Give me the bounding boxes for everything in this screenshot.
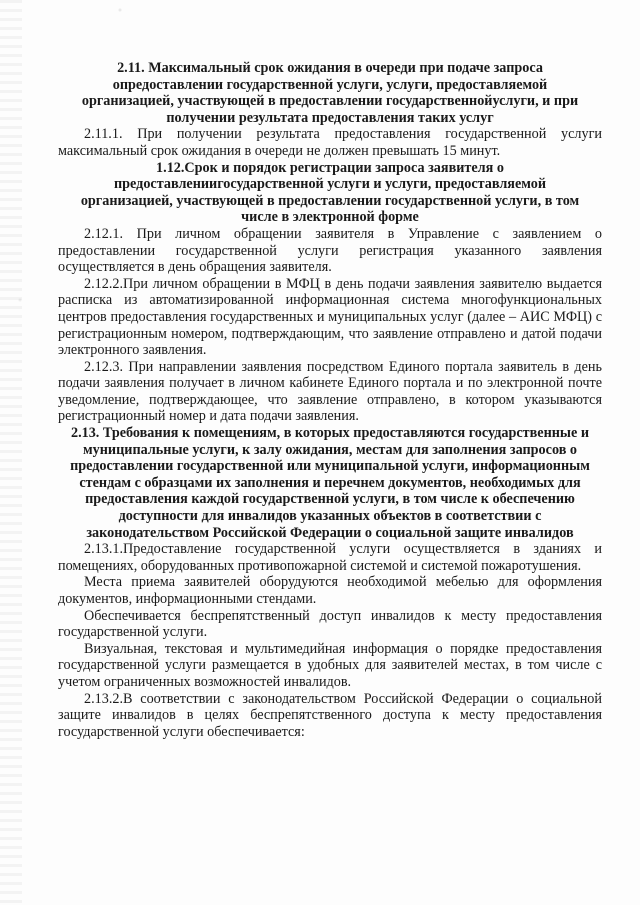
section-heading-2-12: 1.12.Срок и порядок регистрации запроса заявителя о предоставлениигосударственной услуги и услуги, предоставляемой организацией, участвующей в предоставлении государственной услуги, в том числе в электронной форме (80, 159, 580, 226)
paragraph-2-12-1: 2.12.1. При личном обращении заявителя в Управление с заявлением о предоставлении государственной услуги регистрация указанного заявления осуществляется в день обращения заявителя. (58, 225, 602, 276)
section-heading-2-13: 2.13. Требования к помещениям, в которых предоставляются государственные и муниципальные услуги, к залу ожидания, местам для заполнения запросов о предоставлении государственной или муниципальной услуги, информационным стендам с образцами их заполнения и перечнем документов, необходимых для предоставления каждой государственной услуги, в том числе к обеспечению доступности для инвалидов указанных объектов в соответствии с законодательством Российской Федерации о социальной защите инвалидов (70, 425, 590, 541)
section-heading-2-11: 2.11. Максимальный срок ожидания в очереди при подаче запроса опредоставлении государственной услуги, услуги, предоставляемой организацией, участвующей в предоставлении государственнойуслуги, и при получении результата предоставления таких услуг (81, 60, 579, 126)
paragraph-2-13-info: Визуальная, текстовая и мультимедийная информация о порядке предоставления государственной услуги размещается в удобных для заявителей местах, в том числе с учетом ограниченных возможностей инвалидов. (58, 640, 602, 690)
paragraph-2-13-access: Обеспечивается беспрепятственный доступ инвалидов к месту предоставления государственной услуги. (58, 607, 602, 641)
paragraph-2-13-1: 2.13.1.Предоставление государственной услуги осуществляется в зданиях и помещениях, оборудованных противопожарной системой и системой пожаротушения. (58, 541, 602, 574)
paragraph-2-12-3: 2.12.3. При направлении заявления посредством Единого портала заявитель в день подачи заявления получает в личном кабинете Единого портала и по электронной почте уведомление, подтверждающее, что заявление отправлено, в котором указываются регистрационный номер и дата подачи заявления. (58, 358, 602, 425)
paragraph-2-13-2: 2.13.2.В соответствии с законодательством Российской Федерации о социальной защите инвалидов в целях беспрепятственного доступа к месту предоставления государственной услуги обеспечивается: (58, 690, 602, 740)
paragraph-2-11-1: 2.11.1. При получении результата предоставления государственной услуги максимальный срок ожидания в очереди не должен превышать 15 минут. (58, 126, 602, 159)
scan-edge-artifact (0, 0, 22, 905)
paragraph-2-12-2: 2.12.2.При личном обращении в МФЦ в день подачи заявления заявителю выдается расписка из автоматизированной информационная система многофункциональных центров предоставления государственных и муниципальных услуг (далее – АИС МФЦ) с регистрационным номером, подтверждающим, что заявление отправлено и датой подачи электронного заявления. (58, 275, 602, 359)
paragraph-2-13-places: Места приема заявителей оборудуются необходимой мебелью для оформления документов, информационными стендами. (58, 574, 602, 607)
